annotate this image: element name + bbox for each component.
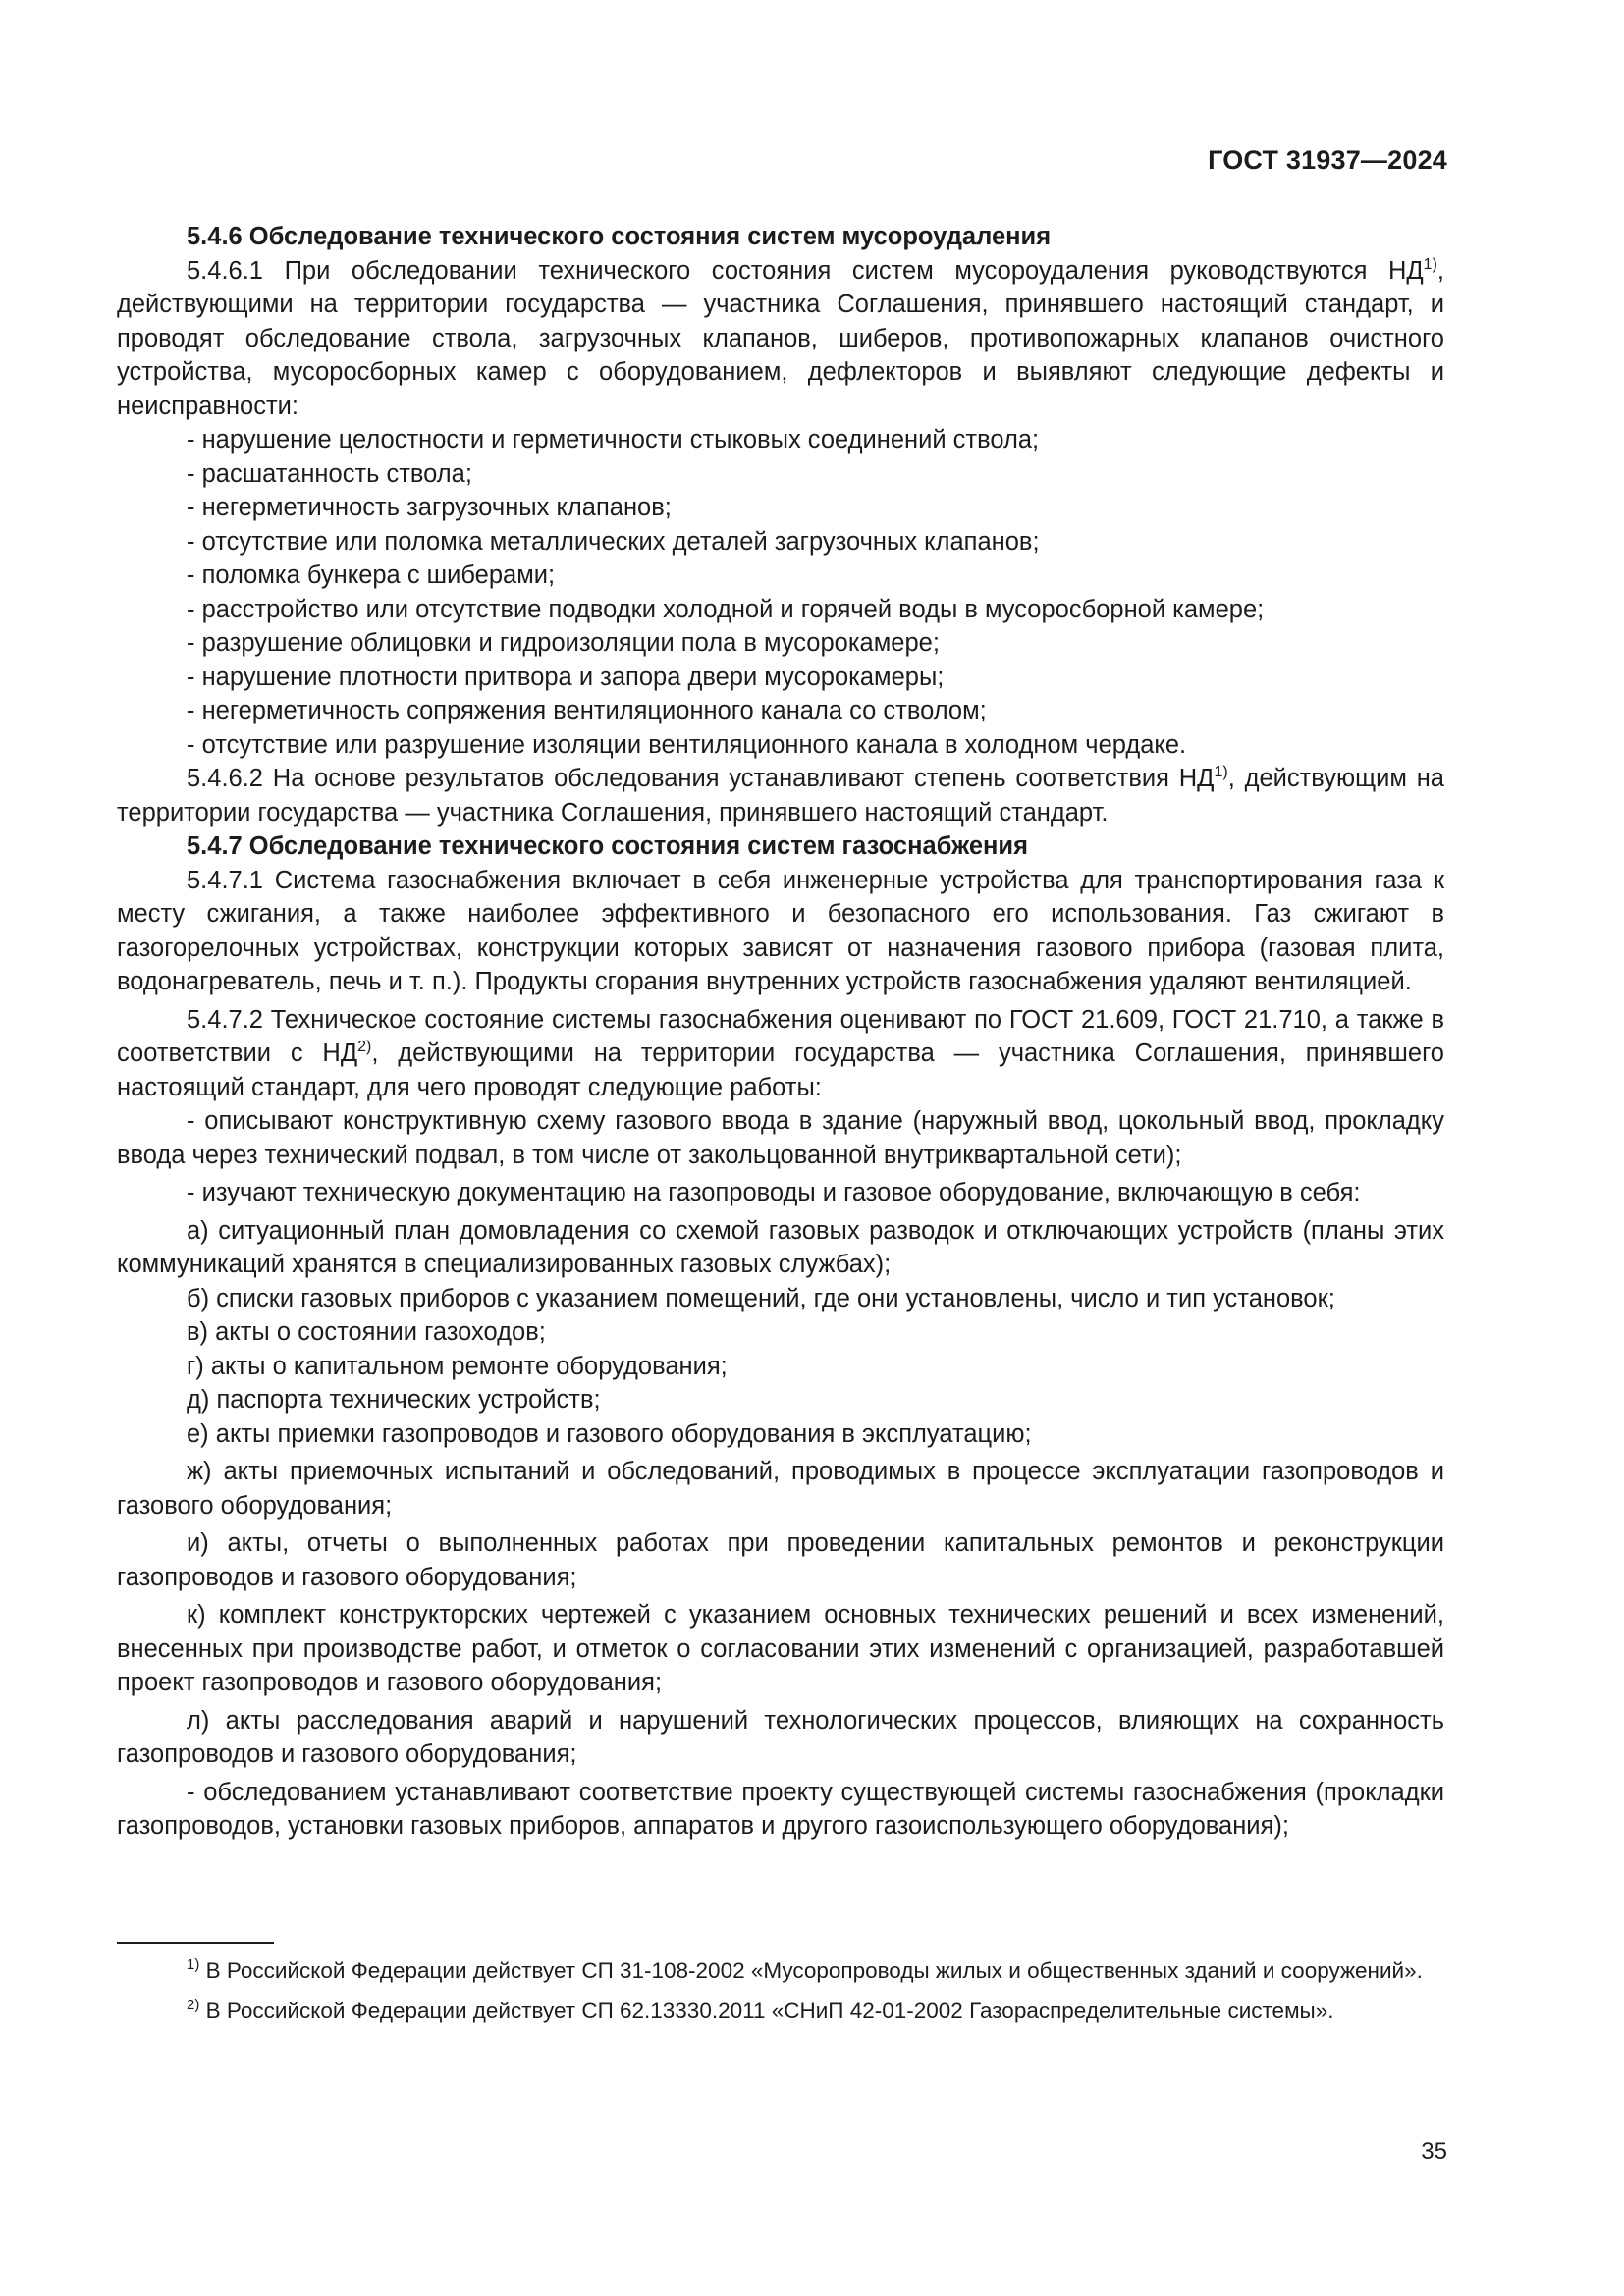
- list-item: - негерметичность сопряжения вентиляционного канала со стволом;: [187, 697, 987, 724]
- document-list-item: л) акты расследования аварий и нарушений технологических процессов, влияющих на сохранность газопроводов и газового оборудования;: [117, 1706, 1444, 1768]
- document-list-item: б) списки газовых приборов с указанием помещений, где они установлены, число и тип установок;: [187, 1284, 1335, 1312]
- list-item: - нарушение плотности притвора и запора двери мусорокамеры;: [187, 663, 945, 691]
- paragraph-5-4-6-2: [117, 762, 1444, 829]
- footnote-1: [117, 1955, 1444, 1986]
- footnote-mark: 1): [187, 1956, 200, 1973]
- footnotes: [117, 1955, 1444, 2036]
- paragraph-5-4-7-1: 5.4.7.1 Система газоснабжения включает в себя инженерные устройства для транспортирования газа к месту сжигания, а также наиболее эффективного и безопасного его использования. Газ сжигают в газогорелочных устройствах, конструкции которых зависят от назначения газового прибора (газовая плита, водонагреватель, печь и т. п.). Продукты сгорания внутренних устройств газоснабжения удаляют вентиляцией.: [117, 866, 1444, 995]
- document-list-item: ж) акты приемочных испытаний и обследований, проводимых в процессе эксплуатации газопроводов и газового оборудования;: [117, 1458, 1444, 1520]
- footnote-text: В Российской Федерации действует СП 31-108-2002 «Мусоропроводы жилых и общественных зданий и сооружений».: [199, 1958, 1423, 1983]
- paragraph-text: , действующими на территории государства — участника Соглашения, принявшего настоящий стандарт, для чего проводят следующие работы:: [117, 1040, 1444, 1101]
- paragraph-text: , действующим на территории государства — участника Соглашения, принявшего настоящий стандарт.: [117, 765, 1444, 827]
- list-item: - разрушение облицовки и гидроизоляции пола в мусорокамере;: [187, 629, 940, 657]
- section-heading-5-4-7: 5.4.7 Обследование технического состояния систем газоснабжения: [187, 832, 1028, 860]
- document-list-item: е) акты приемки газопроводов и газового оборудования в эксплуатацию;: [187, 1419, 1032, 1448]
- document-code: ГОСТ 31937—2024: [1208, 145, 1447, 175]
- list-item: - нарушение целостности и герметичности стыковых соединений ствола;: [187, 426, 1040, 454]
- page-number: 35: [1421, 2138, 1447, 2164]
- paragraph-text: , действующими на территории государства — участника Соглашения, принявшего настоящий стандарт, и проводят обследование ствола, загрузочных клапанов, шиберов, противопожарных клапанов очистного устройства, мусоросборных камер с оборудованием, дефлекторов и выявляют следующие дефекты и неисправности:: [117, 256, 1444, 420]
- work-item: - изучают техническую документацию на газопроводы и газовое оборудование, включающую в себя:: [187, 1179, 1361, 1206]
- document-list-item: к) комплект конструкторских чертежей с указанием основных технических решений и всех изменений, внесенных при производстве работ, и отметок о согласовании этих изменений с организацией, разработавшей проект газопроводов и газового оборудования;: [117, 1601, 1444, 1696]
- list-item: - расшатанность ствола;: [187, 459, 472, 488]
- list-item: - отсутствие или разрушение изоляции вентиляционного канала в холодном чердаке.: [187, 730, 1187, 759]
- work-item: - описывают конструктивную схему газового ввода в здание (наружный ввод, цокольный ввод, прокладку ввода через технический подвал, в том числе от закольцованной внутриквартальной сети);: [117, 1107, 1444, 1169]
- footnote-text: В Российской Федерации действует СП 62.13330.2011 «СНиП 42-01-2002 Газораспределительные системы».: [199, 1999, 1334, 2023]
- paragraph-text: 5.4.6.1 При обследовании технического состояния систем мусороудаления руководствуются НД: [187, 256, 1424, 285]
- work-item: - обследованием устанавливают соответствие проекту существующей системы газоснабжения (прокладки газопроводов, установки газовых приборов, аппаратов и другого газоиспользующего оборудования);: [117, 1778, 1444, 1840]
- document-list-item: в) акты о состоянии газоходов;: [187, 1318, 546, 1346]
- footnote-2: [117, 1996, 1444, 2026]
- document-list-item: г) акты о капитальном ремонте оборудования;: [187, 1352, 728, 1380]
- paragraph-5-4-7-2: [117, 1003, 1444, 1105]
- document-list-item: и) акты, отчеты о выполненных работах при проведении капитальных ремонтов и реконструкции газопроводов и газового оборудования;: [117, 1529, 1444, 1591]
- footnote-ref: 1): [1423, 255, 1437, 273]
- main-content: [117, 220, 1444, 1843]
- document-list-item: а) ситуационный план домовладения со схемой газовых разводок и отключающих устройств (планы этих коммуникаций хранятся в специализированных газовых службах);: [117, 1216, 1444, 1278]
- document-list-item: д) паспорта технических устройств;: [187, 1386, 601, 1414]
- section-heading-5-4-6: 5.4.6 Обследование технического состояния систем мусороудаления: [187, 223, 1052, 250]
- footnote-separator: [117, 1942, 274, 1944]
- list-item: - расстройство или отсутствие подводки холодной и горячей воды в мусоросборной камере;: [187, 595, 1265, 623]
- footnote-ref: 2): [357, 1039, 372, 1055]
- list-item: - негерметичность загрузочных клапанов;: [187, 494, 672, 521]
- list-item: - отсутствие или поломка металлических деталей загрузочных клапанов;: [187, 527, 1040, 556]
- paragraph-text: 5.4.7.2 Техническое состояние системы газоснабжения оценивают по ГОСТ 21.609, ГОСТ 21.710, а также в соответствии с НД: [117, 1005, 1444, 1067]
- paragraph-5-4-6-1: [117, 254, 1444, 424]
- list-item: - поломка бункера с шиберами;: [187, 561, 556, 589]
- footnote-ref: 1): [1214, 764, 1228, 780]
- paragraph-text: 5.4.6.2 На основе результатов обследования устанавливают степень соответствия НД: [187, 765, 1215, 792]
- footnote-mark: 2): [187, 1997, 200, 2013]
